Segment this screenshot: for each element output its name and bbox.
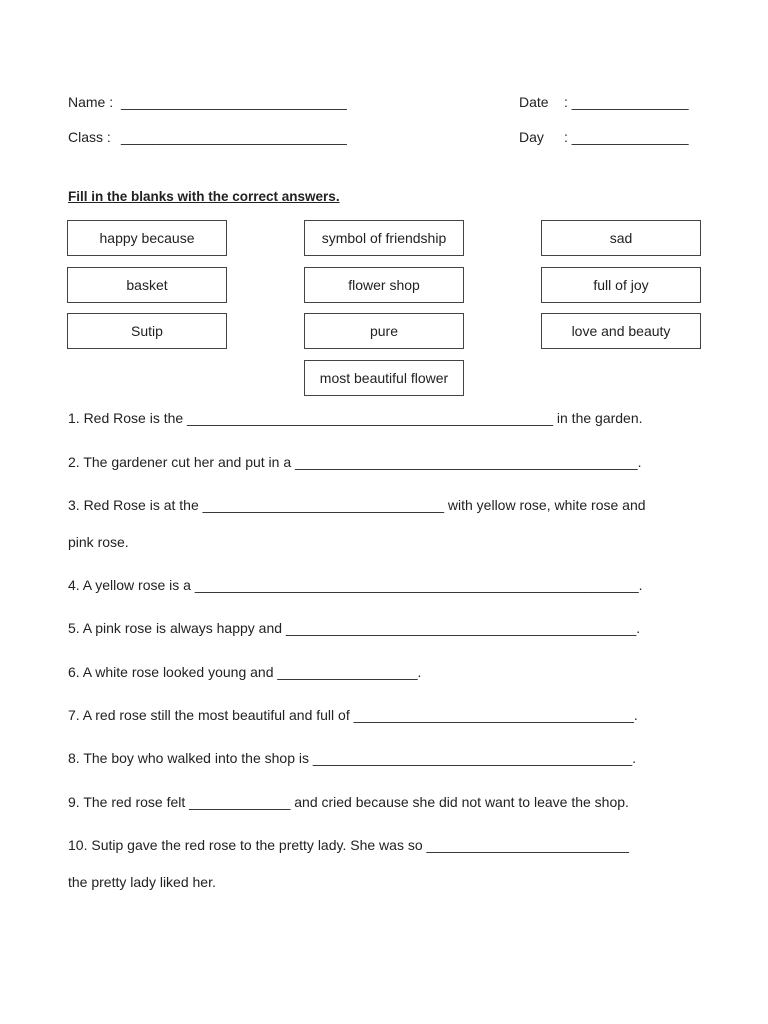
- question-2: 2. The gardener cut her and put in a ____________________________________________.: [68, 454, 642, 470]
- question-10: 10. Sutip gave the red rose to the pretty lady. She was so __________________________: [68, 837, 629, 853]
- word-text: pure: [369, 323, 399, 339]
- word-text: full of joy: [593, 277, 649, 293]
- day-label: Day: [519, 129, 544, 145]
- word-box: [304, 220, 464, 256]
- word-text: happy because: [99, 230, 195, 246]
- word-text: most beautiful flower: [319, 370, 449, 386]
- word-box: [304, 313, 464, 349]
- question-3-continued: pink rose.: [68, 534, 129, 550]
- word-box: [67, 220, 227, 256]
- name-label: Name :: [68, 94, 114, 110]
- date-blank: : _______________: [564, 94, 689, 110]
- question-10-continued: the pretty lady liked her.: [68, 874, 216, 890]
- word-text: love and beauty: [571, 323, 671, 339]
- question-5: 5. A pink rose is always happy and _____________________________________________.: [68, 620, 641, 636]
- word-text: Sutip: [131, 323, 163, 339]
- class-blank: _____________________________: [121, 129, 347, 145]
- question-7: 7. A red rose still the most beautiful and full of ____________________________________.: [68, 707, 638, 723]
- instruction-title: Fill in the blanks with the correct answers.: [68, 189, 340, 204]
- question-3: 3. Red Rose is at the _______________________________ with yellow rose, white rose and: [68, 497, 646, 513]
- question-8: 8. The boy who walked into the shop is _________________________________________.: [68, 750, 637, 766]
- question-1: 1. Red Rose is the _______________________________________________ in the garden.: [68, 410, 643, 426]
- word-text: basket: [126, 277, 168, 293]
- date-label: Date: [519, 94, 549, 110]
- word-text: symbol of friendship: [321, 230, 447, 246]
- word-text: flower shop: [348, 277, 420, 293]
- word-box: [304, 360, 464, 396]
- word-box: [304, 267, 464, 303]
- name-blank: _____________________________: [121, 94, 347, 110]
- word-box: [67, 313, 227, 349]
- question-4: 4. A yellow rose is a _________________________________________________________.: [68, 577, 643, 593]
- day-blank: : _______________: [564, 129, 689, 145]
- word-box: [541, 313, 701, 349]
- word-box: [541, 220, 701, 256]
- question-6: 6. A white rose looked young and __________________.: [68, 664, 422, 680]
- word-box: [67, 267, 227, 303]
- class-label: Class :: [68, 129, 111, 145]
- word-box: [541, 267, 701, 303]
- question-9: 9. The red rose felt _____________ and cried because she did not want to leave the shop.: [68, 794, 629, 810]
- word-text: sad: [609, 230, 633, 246]
